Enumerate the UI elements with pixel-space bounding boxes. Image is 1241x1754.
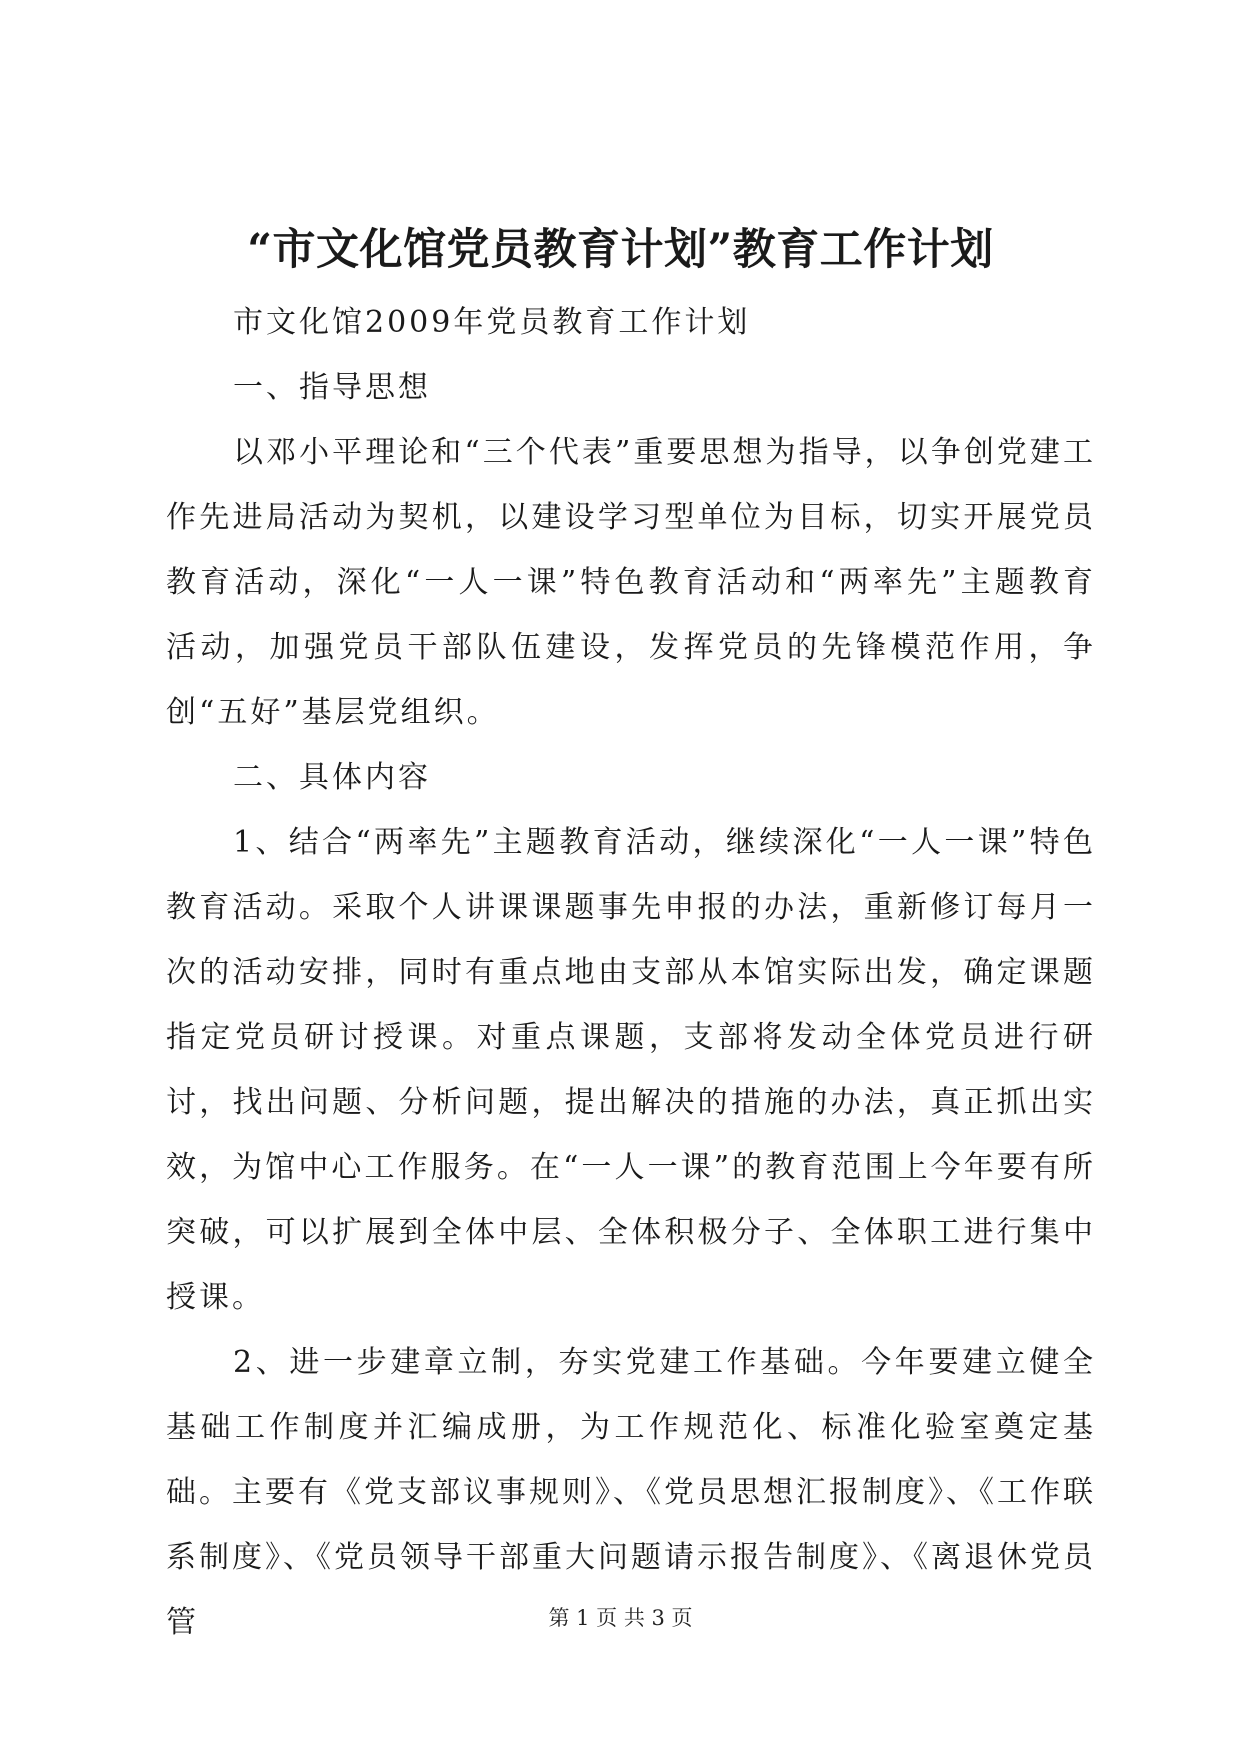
section-heading-guiding-ideology: 一、指导思想 bbox=[233, 370, 431, 405]
page-number-footer: 第 1 页 共 3 页 bbox=[548, 1606, 693, 1630]
body-paragraph: 以邓小平理论和“三个代表”重要思想为指导，以争创党建工作先进局活动为契机，以建设学习型单位为目标，切实开展党员教育活动，深化“一人一课”特色教育活动和“两率先”主题教育活动，加强党员干部队伍建设，发挥党员的先锋模范作用，争创“五好”基层党组织。 bbox=[166, 435, 1096, 730]
body-paragraph: 1、结合“两率先”主题教育活动，继续深化“一人一课”特色教育活动。采取个人讲课课题事先申报的办法，重新修订每月一次的活动安排，同时有重点地由支部从本馆实际出发，确定课题指定党员研讨授课。对重点课题，支部将发动全体党员进行研讨，找出问题、分析问题，提出解决的措施的办法，真正抓出实效，为馆中心工作服务。在“一人一课”的教育范围上今年要有所突破，可以扩展到全体中层、全体积极分子、全体职工进行集中授课。 bbox=[166, 825, 1096, 1315]
body-paragraph: 2、进一步建章立制，夯实党建工作基础。今年要建立健全基础工作制度并汇编成册，为工作规范化、标准化验室奠定基础。主要有《党支部议事规则》、《党员思想汇报制度》、《工作联系制度》、《党员领导干部重大问题请示报告制度》、《离退休党员管 bbox=[166, 1345, 1096, 1640]
subtitle-paragraph: 市文化馆2009年党员教育工作计划 bbox=[233, 305, 751, 340]
document-body bbox=[166, 290, 1096, 1655]
document-title: “市文化馆党员教育计划”教育工作计划 bbox=[247, 225, 994, 275]
section-heading-specific-content: 二、具体内容 bbox=[233, 760, 431, 795]
